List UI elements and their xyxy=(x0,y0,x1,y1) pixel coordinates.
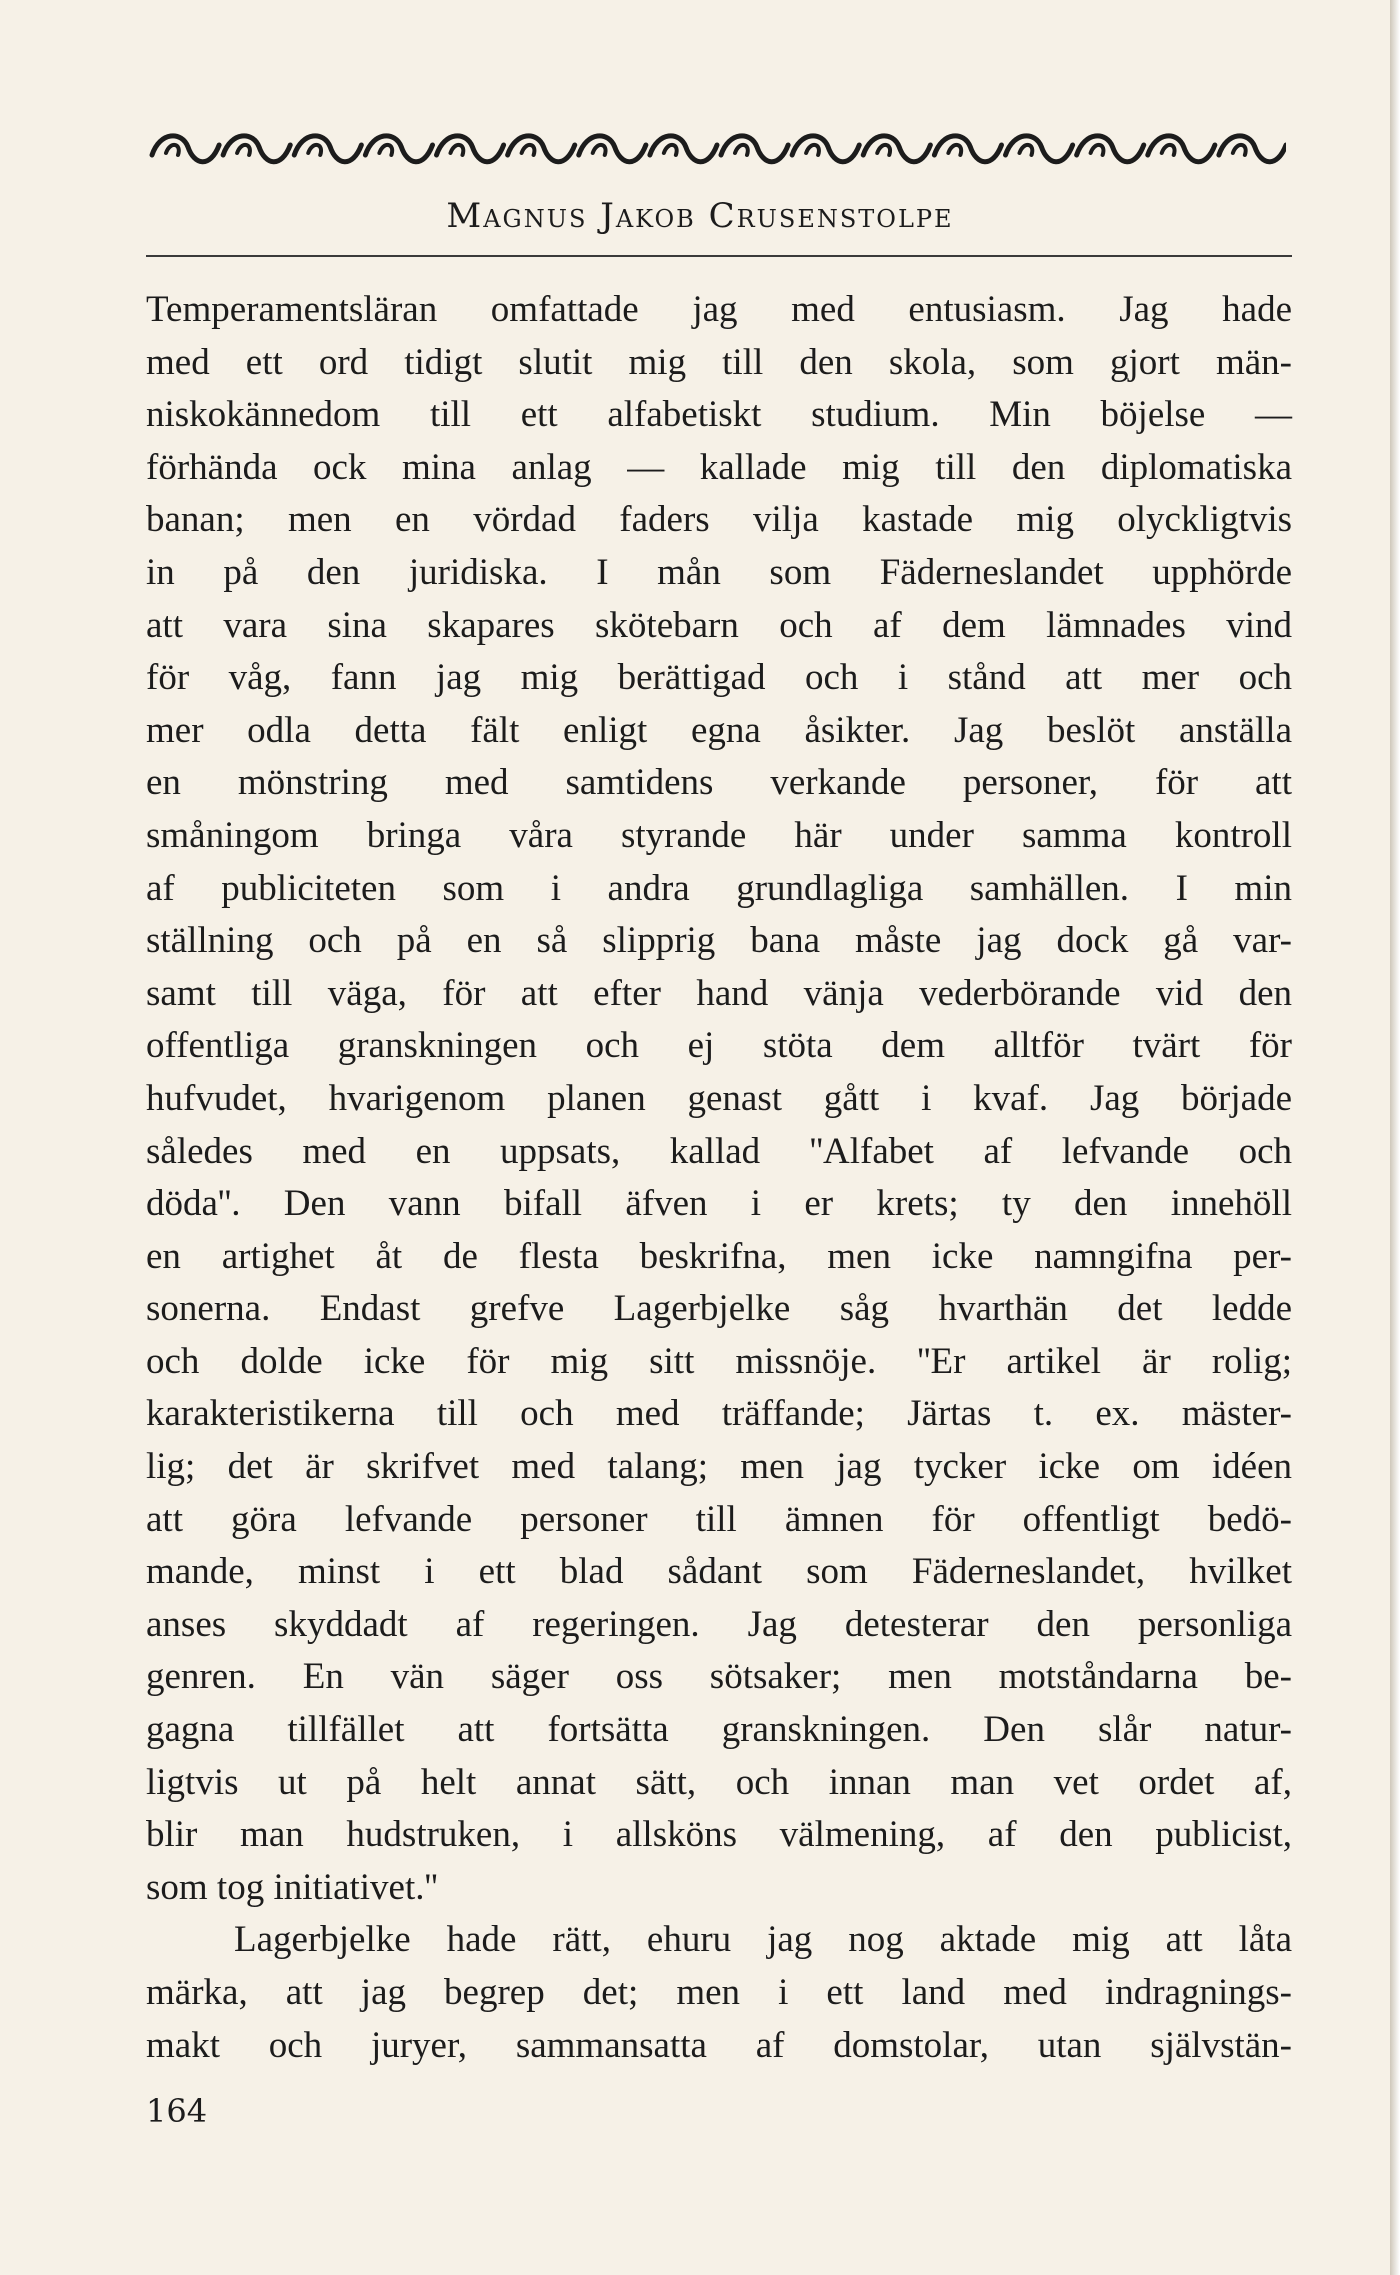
text-line: och dolde icke för mig sitt missnöje. ''Er artikel är rolig; xyxy=(146,1340,1292,1382)
ornament-curl xyxy=(1020,145,1033,155)
ornament-curl xyxy=(379,145,392,155)
ornament-curl xyxy=(1233,145,1246,155)
ornament-curl xyxy=(308,145,321,155)
ornament-wave xyxy=(792,136,859,162)
text-line: att vara sina skapares skötebarn och af dem lämnades vind xyxy=(146,604,1292,646)
text-line: in på den juridiska. I mån som Fäderneslandet upphörde xyxy=(146,551,1292,593)
ornament-wave xyxy=(1077,136,1144,162)
ornament-curl xyxy=(806,145,819,155)
ornament-wave xyxy=(934,136,1001,162)
ornament-curl xyxy=(1091,145,1104,155)
ornament-wave xyxy=(863,136,930,162)
body-text xyxy=(146,284,1292,2072)
text-line: gagna tillfället att fortsätta granskningen. Den slår natur- xyxy=(146,1709,1292,1751)
page-number: 164 xyxy=(146,2092,208,2130)
text-line: att göra lefvande personer till ämnen för offentligt bedö- xyxy=(146,1498,1292,1540)
text-line: offentliga granskningen och ej stöta dem alltför tvärt för xyxy=(146,1025,1292,1067)
ornament-curl xyxy=(1162,145,1175,155)
ornament-wave xyxy=(1148,136,1215,162)
ornament-wave xyxy=(223,136,290,162)
text-line: samt till väga, för att efter hand vänja vederbörande vid den xyxy=(146,972,1292,1014)
ornament-curl xyxy=(237,145,250,155)
ornament-wave xyxy=(579,136,646,162)
text-line: niskokännedom till ett alfabetiskt studium. Min böjelse — xyxy=(146,394,1292,436)
text-line: Lagerbjelke hade rätt, ehuru jag nog aktade mig att låta xyxy=(234,1919,1292,1961)
text-line: en artighet åt de flesta beskrifna, men icke namngifna per- xyxy=(146,1235,1292,1277)
text-line: döda''. Den vann bifall äfven i er krets; ty den innehöll xyxy=(146,1183,1292,1225)
text-line: för våg, fann jag mig berättigad och i stånd att mer och xyxy=(146,657,1292,699)
text-line: karakteristikerna till och med träffande; Järtas t. ex. mäster- xyxy=(146,1393,1292,1435)
text-line: ligtvis ut på helt annat sätt, och innan man vet ordet af, xyxy=(146,1761,1292,1803)
text-line: makt och juryer, sammansatta af domstolar, utan självstän- xyxy=(146,2024,1292,2066)
text-line: hufvudet, hvarigenom planen genast gått i kvaf. Jag började xyxy=(146,1077,1292,1119)
ornament-wave xyxy=(437,136,504,162)
text-line: ställning och på en så slipprig bana måste jag dock gå var- xyxy=(146,920,1292,962)
text-line: således med en uppsats, kallad ''Alfabet af lefvande och xyxy=(146,1130,1292,1172)
text-line: mer odla detta fält enligt egna åsikter. Jag beslöt anställa xyxy=(146,709,1292,751)
text-line: mande, minst i ett blad sådant som Fäderneslandet, hvilket xyxy=(146,1551,1292,1593)
text-line: genren. En vän säger oss sötsaker; men motståndarna be- xyxy=(146,1656,1292,1698)
ornament-curl xyxy=(735,145,748,155)
ornament-wave xyxy=(650,136,717,162)
text-line: sonerna. Endast grefve Lagerbjelke såg hvarthän det ledde xyxy=(146,1288,1292,1330)
ornament-curl xyxy=(948,145,961,155)
ornament-curl xyxy=(451,145,464,155)
text-line: lig; det är skrifvet med talang; men jag tycker icke om idéen xyxy=(146,1446,1292,1488)
text-line: en mönstring med samtidens verkande personer, för att xyxy=(146,762,1292,804)
text-line: som tog initiativet.'' xyxy=(146,1866,438,1908)
ornament-wave xyxy=(1006,136,1073,162)
text-line: anses skyddadt af regeringen. Jag detesterar den personliga xyxy=(146,1603,1292,1645)
text-line: med ett ord tidigt slutit mig till den skola, som gjort män- xyxy=(146,341,1292,383)
text-line: förhända ock mina anlag — kallade mig till den diplomatiska xyxy=(146,446,1292,488)
ornament-curl xyxy=(522,145,535,155)
text-line: banan; men en vördad faders vilja kastade mig olyckligtvis xyxy=(146,499,1292,541)
ornament-curl xyxy=(166,145,179,155)
text-line: märka, att jag begrep det; men i ett land med indragnings- xyxy=(146,1972,1292,2013)
wave-scroll-ornament xyxy=(148,125,1286,177)
text-line: af publiciteten som i andra grundlagliga samhällen. I min xyxy=(146,867,1292,909)
ornament-curl xyxy=(593,145,606,155)
ornament-wave xyxy=(294,136,361,162)
page-edge xyxy=(1390,0,1400,2275)
running-head: Magnus Jakob Crusenstolpe xyxy=(446,196,954,236)
ornament-wave xyxy=(508,136,575,162)
ornament-wave xyxy=(1219,136,1286,162)
ornament-curl xyxy=(664,145,677,155)
header-rule xyxy=(146,255,1292,257)
ornament-curl xyxy=(877,145,890,155)
text-line: blir man hudstruken, i allsköns välmening, af den publicist, xyxy=(146,1814,1292,1856)
ornament-wave xyxy=(365,136,432,162)
text-line: småningom bringa våra styrande här under samma kontroll xyxy=(146,814,1292,856)
text-line: Temperamentsläran omfattade jag med entusiasm. Jag hade xyxy=(146,289,1292,330)
ornament-wave xyxy=(152,136,219,162)
ornament-wave xyxy=(721,136,788,162)
